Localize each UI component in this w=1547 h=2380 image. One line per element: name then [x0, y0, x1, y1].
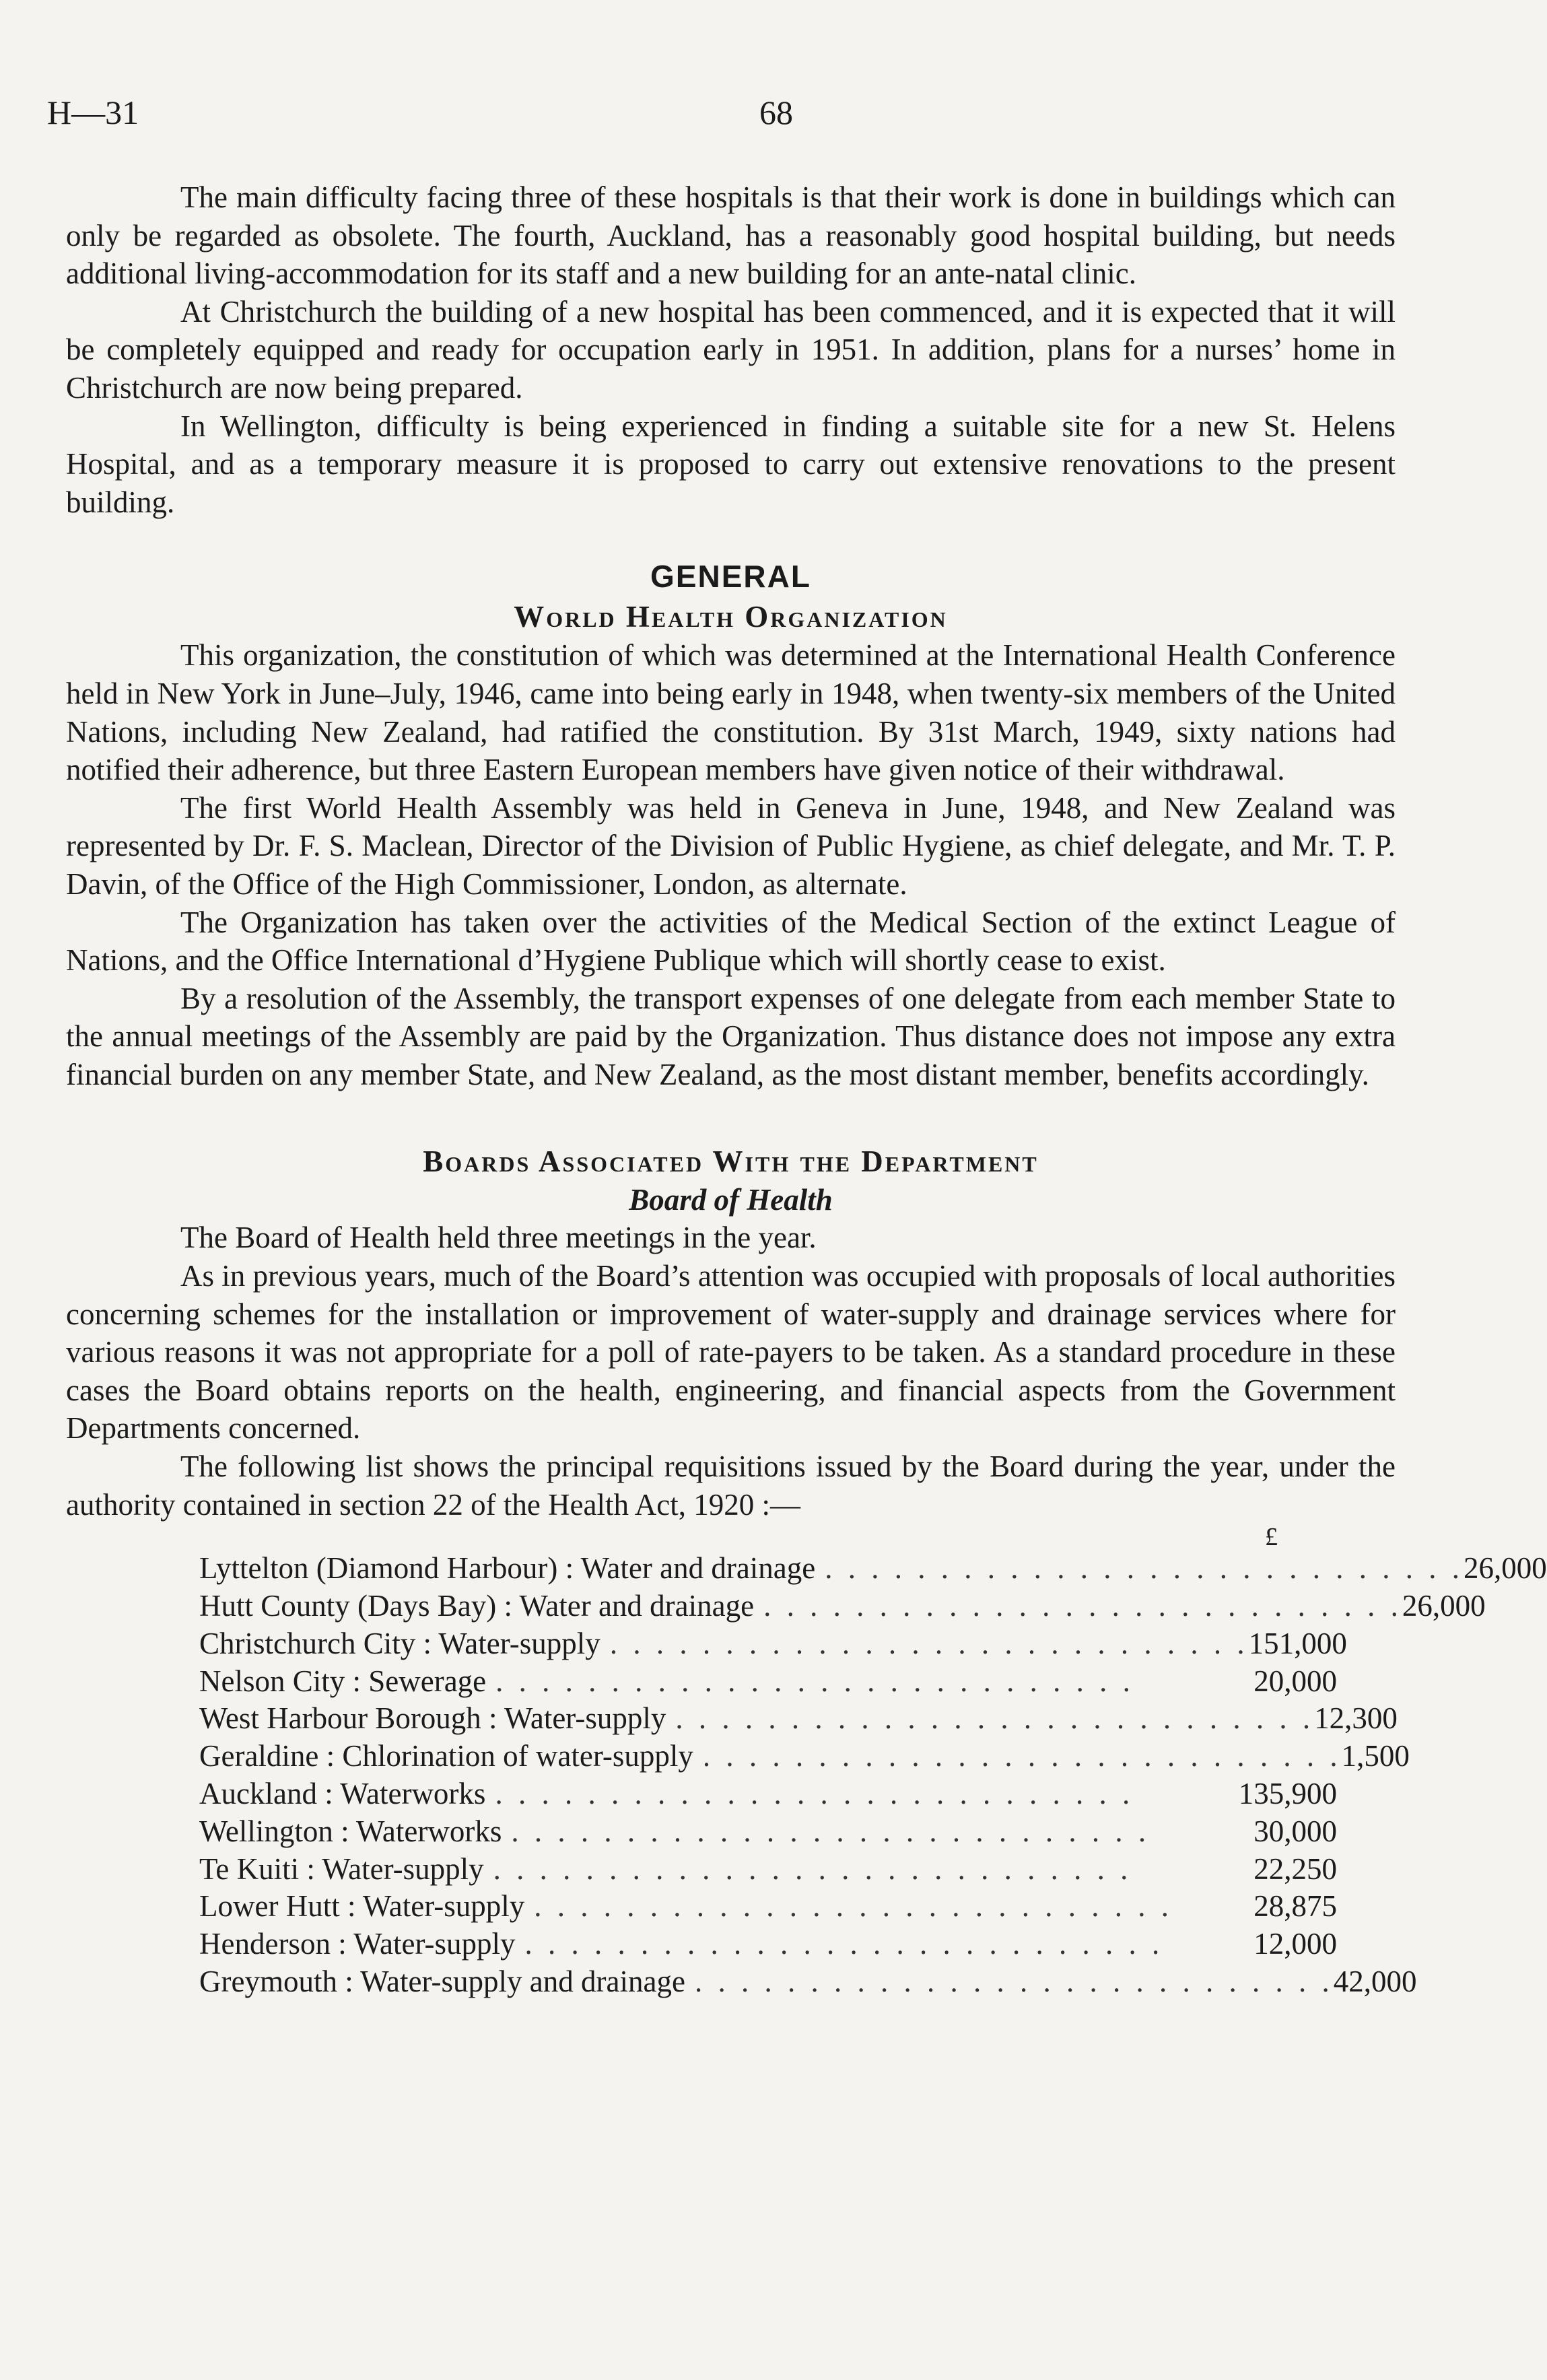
hospitals-section — [66, 178, 1396, 521]
list-item — [199, 1964, 1417, 2002]
paragraph: As in previous years, much of the Board’s attention was occupied with proposals of local authorities concerning schemes for the installation or improvement of water-supply and drainage services where for various reasons it was not appropriate for a poll of rate-payers to be taken. As a standard procedure in these cases the Board obtains reports on the health, engineering, and financial aspects from the Government Departments concerned. — [66, 1259, 1396, 1446]
requisition-amount: 12,000 — [1253, 1927, 1337, 1961]
leader-dots: . . . . . . . . . . . . . . . . . . . . . . . . . . . . — [534, 1889, 1173, 1924]
document-reference: H—31 — [47, 94, 139, 131]
list-item — [199, 1814, 1337, 1851]
list-item — [199, 1738, 1410, 1776]
requisition-amount: 42,000 — [1333, 1964, 1417, 1998]
list-item — [199, 1851, 1337, 1889]
requisition-label: Wellington : Waterworks — [199, 1814, 502, 1848]
page-body — [66, 178, 1547, 2002]
requisition-label: Lower Hutt : Water-supply — [199, 1889, 525, 1924]
paragraph: By a resolution of the Assembly, the transport expenses of one delegate from each member State to the annual meetings of the Assembly are paid by the Organization. Thus distance does not impose any extra financial burden on any member State, and New Zealand, as the most distant member, benefits accordingly. — [66, 981, 1396, 1091]
subsection-subheading: Board of Health — [629, 1183, 833, 1217]
leader-dots: . . . . . . . . . . . . . . . . . . . . . . . . . . . . — [495, 1777, 1134, 1810]
paragraph: The first World Health Assembly was held in Geneva in June, 1948, and New Zealand was represented by Dr. F. S. Maclean, Director of the Division of Public Hygiene, as chief delegate, and Mr. T. P. Davin, of the Office of the High Commissioner, London, as alternate. — [66, 790, 1396, 901]
requisition-label: Lyttelton (Diamond Harbour) : Water and drainage — [199, 1551, 816, 1586]
leader-dots: . . . . . . . . . . . . . . . . . . . . . . . . . . . . — [675, 1701, 1315, 1736]
requisition-amount: 26,000 — [1402, 1589, 1486, 1623]
paragraph: The Board of Health held three meetings in the year. — [180, 1221, 817, 1255]
requisition-label: Henderson : Water-supply — [199, 1927, 516, 1961]
requisition-label: Christchurch City : Water-supply — [199, 1626, 600, 1660]
subsection-heading: World Health Organization — [514, 600, 948, 634]
requisition-label: West Harbour Borough : Water-supply — [199, 1701, 666, 1736]
list-item — [199, 1776, 1337, 1814]
requisition-amount: 151,000 — [1248, 1626, 1347, 1660]
list-item — [199, 1626, 1347, 1664]
leader-dots: . . . . . . . . . . . . . . . . . . . . . . . . . . . . — [493, 1851, 1132, 1886]
requisition-amount: 20,000 — [1253, 1664, 1337, 1698]
leader-dots: . . . . . . . . . . . . . . . . . . . . . . . . . . . . — [524, 1927, 1164, 1961]
paragraph: The Organization has taken over the activities of the Medical Section of the extinct League of Nations, and the Office International d’Hygiene Publique which will shortly cease to exist. — [66, 905, 1396, 978]
boards-section — [66, 1142, 1547, 2001]
leader-dots: . . . . . . . . . . . . . . . . . . . . . . . . . . . . — [495, 1664, 1134, 1698]
requisition-label: Te Kuiti : Water-supply — [199, 1851, 484, 1886]
leader-dots: . . . . . . . . . . . . . . . . . . . . . . . . . . . . — [511, 1814, 1150, 1848]
requisition-amount: 1,500 — [1341, 1739, 1410, 1773]
leader-dots: . . . . . . . . . . . . . . . . . . . . . . . . . . . . — [702, 1739, 1342, 1773]
requisition-amount: 26,000 — [1464, 1551, 1547, 1586]
requisition-amount: 135,900 — [1238, 1777, 1337, 1810]
list-item — [199, 1551, 1547, 1588]
requisition-label: Geraldine : Chlorination of water-supply — [199, 1739, 693, 1773]
list-item — [199, 1889, 1337, 1926]
paragraph: In Wellington, difficulty is being experienced in finding a suitable site for a new St. Helens Hospital, and as a temporary measure it is proposed to carry out extensive renovations to the present building. — [66, 409, 1396, 519]
list-item — [199, 1664, 1337, 1701]
requisitions-list — [199, 1551, 1547, 2002]
requisition-amount: 22,250 — [1253, 1851, 1337, 1886]
subsection-heading: Boards Associated With the Department — [423, 1145, 1039, 1179]
requisition-label: Greymouth : Water-supply and drainage — [199, 1964, 685, 1998]
requisition-label: Auckland : Waterworks — [199, 1777, 486, 1810]
list-item — [199, 1701, 1398, 1738]
general-section — [66, 558, 1396, 1093]
requisition-amount: 30,000 — [1253, 1814, 1337, 1848]
section-heading: GENERAL — [650, 559, 811, 594]
paragraph: The main difficulty facing three of these hospitals is that their work is done in buildings which can only be regarded as obsolete. The fourth, Auckland, has a reasonably good hospital building, but needs additional living-accommodation for its staff and a new building for an ante-natal clinic. — [66, 180, 1396, 291]
leader-dots: . . . . . . . . . . . . . . . . . . . . . . . . . . . . — [694, 1964, 1334, 1998]
requisition-amount: 28,875 — [1253, 1889, 1337, 1924]
leader-dots: . . . . . . . . . . . . . . . . . . . . . . . . . . . . — [609, 1626, 1249, 1660]
page-number: 68 — [759, 94, 793, 131]
leader-dots: . . . . . . . . . . . . . . . . . . . . . . . . . . . . — [825, 1551, 1464, 1586]
paragraph: The following list shows the principal requisitions issued by the Board during the year, under the authority contained in section 22 of the Health Act, 1920 :— — [66, 1450, 1396, 1522]
paragraph: At Christchurch the building of a new hospital has been commenced, and it is expected that it will be completely equipped and ready for occupation early in 1951. In addition, plans for a nurses’ home in Christchurch are now being prepared. — [66, 294, 1396, 405]
requisition-label: Nelson City : Sewerage — [199, 1664, 487, 1698]
requisition-amount: 12,300 — [1314, 1701, 1398, 1736]
currency-symbol: £ — [1265, 1523, 1278, 1552]
paragraph: This organization, the constitution of which was determined at the International Health Conference held in New York in June–July, 1946, came into being early in 1948, when twenty-six members of the United Nations, including New Zealand, had ratified the constitution. By 31st March, 1949, sixty nations had notified their adherence, but three Eastern European members have given notice of their withdrawal. — [66, 638, 1396, 787]
requisition-label: Hutt County (Days Bay) : Water and drainage — [199, 1589, 755, 1623]
page-header — [40, 93, 1448, 141]
leader-dots: . . . . . . . . . . . . . . . . . . . . . . . . . . . . — [763, 1589, 1402, 1623]
list-item — [199, 1588, 1486, 1626]
list-item — [199, 1926, 1337, 1964]
